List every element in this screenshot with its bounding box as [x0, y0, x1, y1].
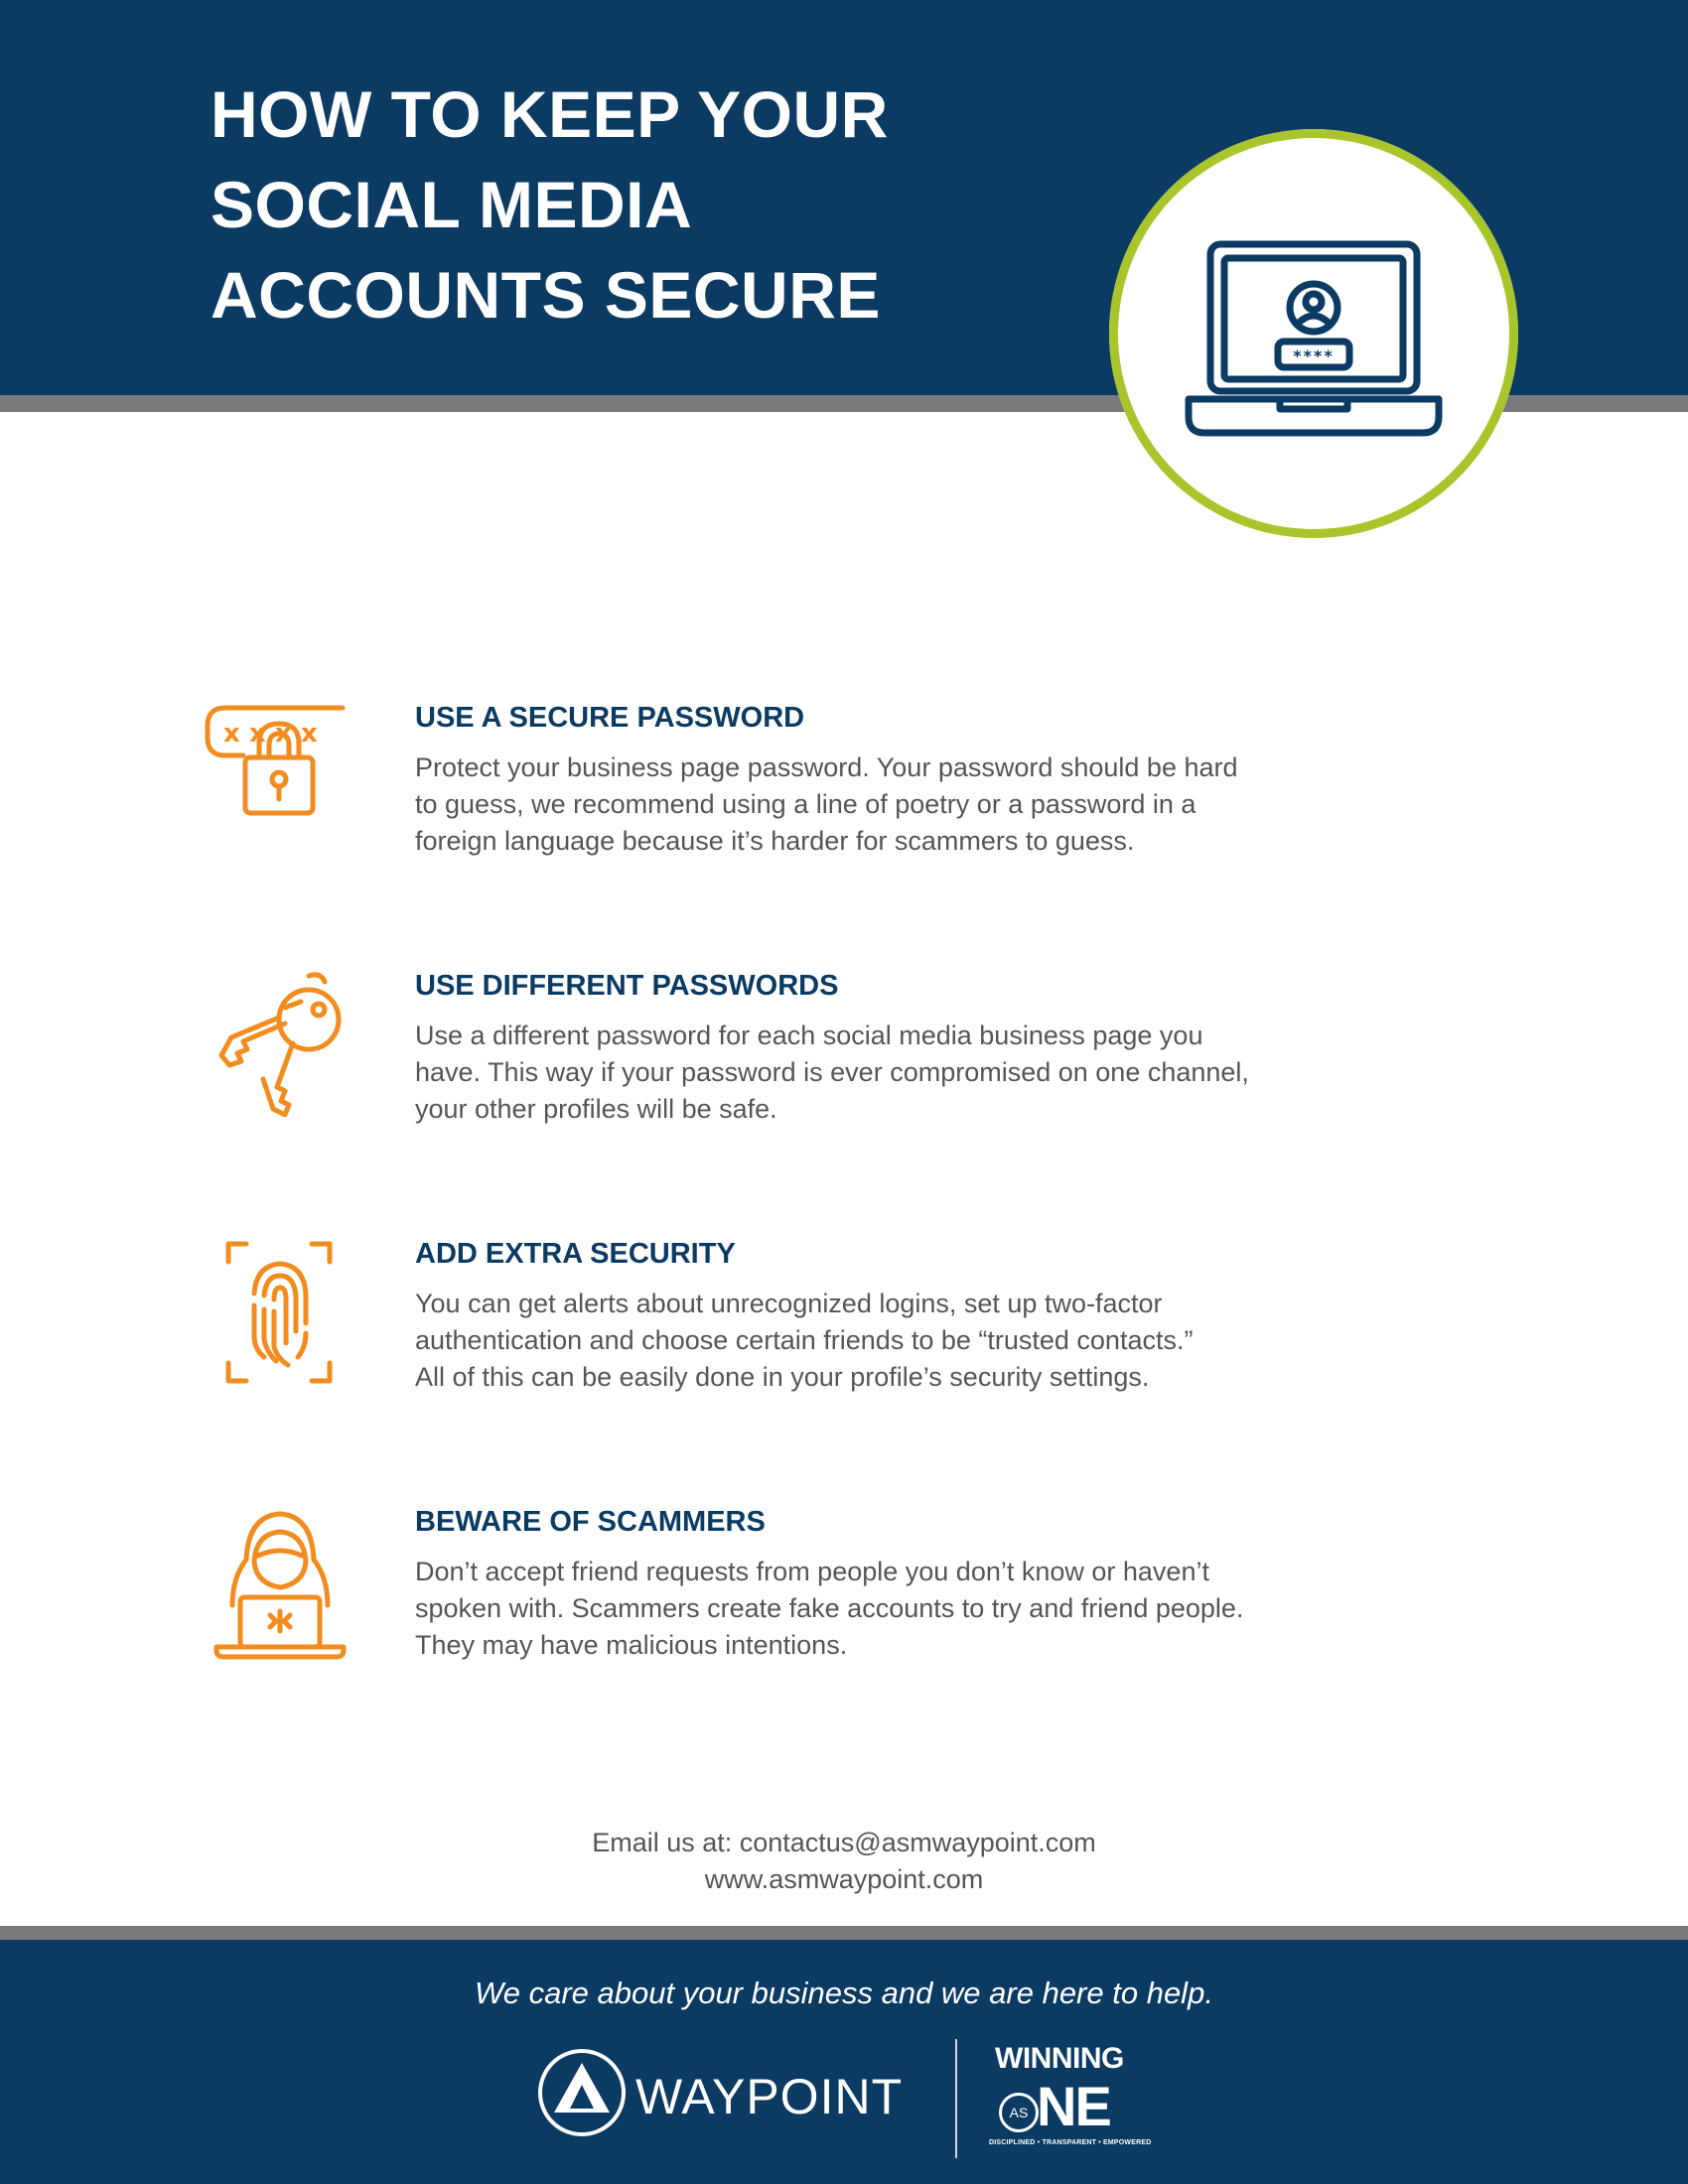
title-line-1: HOW TO KEEP YOUR	[211, 77, 889, 151]
contact-website-link[interactable]: www.asmwaypoint.com	[704, 1864, 984, 1894]
contact-email[interactable]: Email us at: contactus@asmwaypoint.com	[592, 1828, 1096, 1857]
winning-logo-tagline: DISCIPLINED • TRANSPARENT • EMPOWERED	[989, 2139, 1152, 2146]
svg-text:x: x	[301, 719, 318, 749]
winning-logo-ne: NE	[1037, 2075, 1110, 2137]
laptop-login-icon	[1185, 238, 1443, 437]
fingerprint-scan-icon	[224, 1240, 334, 1385]
header-badge-circle	[1109, 129, 1518, 538]
title-line-2: SOCIAL MEDIA	[211, 168, 693, 241]
tip-body-line: They may have malicious intentions.	[415, 1630, 848, 1660]
tip-body-line: Protect your business page password. Your password should be hard	[415, 752, 1238, 782]
title-line-3: ACCOUNTS SECURE	[211, 258, 881, 332]
tip-body	[415, 1286, 1368, 1396]
tip-body-line: spoken with. Scammers create fake accounts to try and friend people.	[415, 1593, 1244, 1623]
keys-icon	[213, 968, 352, 1117]
tip-body	[415, 1554, 1368, 1664]
tip-body	[415, 750, 1368, 860]
tip-title: BEWARE OF SCAMMERS	[415, 1506, 766, 1538]
contact-block	[0, 1825, 1688, 1898]
hacker-icon	[211, 1506, 350, 1661]
tip-body-line: authentication and choose certain friends to be “trusted contacts.”	[415, 1325, 1194, 1355]
tip-title: USE DIFFERENT PASSWORDS	[415, 970, 839, 1002]
tip-body-line: have. This way if your password is ever compromised on one channel,	[415, 1057, 1249, 1087]
winning-logo-word: WINNING	[995, 2042, 1124, 2075]
tip-body-line: to guess, we recommend using a line of poetry or a password in a	[415, 789, 1196, 819]
svg-text:x: x	[249, 719, 266, 749]
tip-body-line: your other profiles will be safe.	[415, 1094, 777, 1124]
footer-divider	[0, 1926, 1688, 1940]
tip-body	[415, 1018, 1368, 1128]
tip-title: USE A SECURE PASSWORD	[415, 702, 805, 734]
tip-body-line: foreign language because it’s harder for scammers to guess.	[415, 826, 1135, 856]
svg-text:x: x	[275, 719, 292, 749]
footer-banner	[0, 1940, 1688, 2184]
tip-body-line: All of this can be easily done in your profile’s security settings.	[415, 1362, 1150, 1392]
tip-title: ADD EXTRA SECURITY	[415, 1238, 736, 1270]
waypoint-logo-text: WAYPOINT	[635, 2069, 904, 2124]
logo-divider	[955, 2039, 957, 2158]
password-lock-icon	[204, 702, 351, 861]
winning-logo-as-mark: AS	[999, 2093, 1039, 2132]
tip-body-line: Don’t accept friend requests from people you don’t know or haven’t	[415, 1557, 1209, 1586]
tip-body-line: You can get alerts about unrecognized logins, set up two-factor	[415, 1289, 1163, 1318]
svg-text:x: x	[223, 719, 240, 749]
badge-password-mask: ****	[1293, 346, 1335, 365]
page-title	[211, 69, 1104, 341]
winning-as-one-logo	[983, 2043, 1182, 2162]
tip-body-line: Use a different password for each social media business page you	[415, 1021, 1203, 1050]
footer-tagline: We care about your business and we are here to help.	[475, 1976, 1213, 2010]
waypoint-logo-icon	[536, 2047, 628, 2138]
